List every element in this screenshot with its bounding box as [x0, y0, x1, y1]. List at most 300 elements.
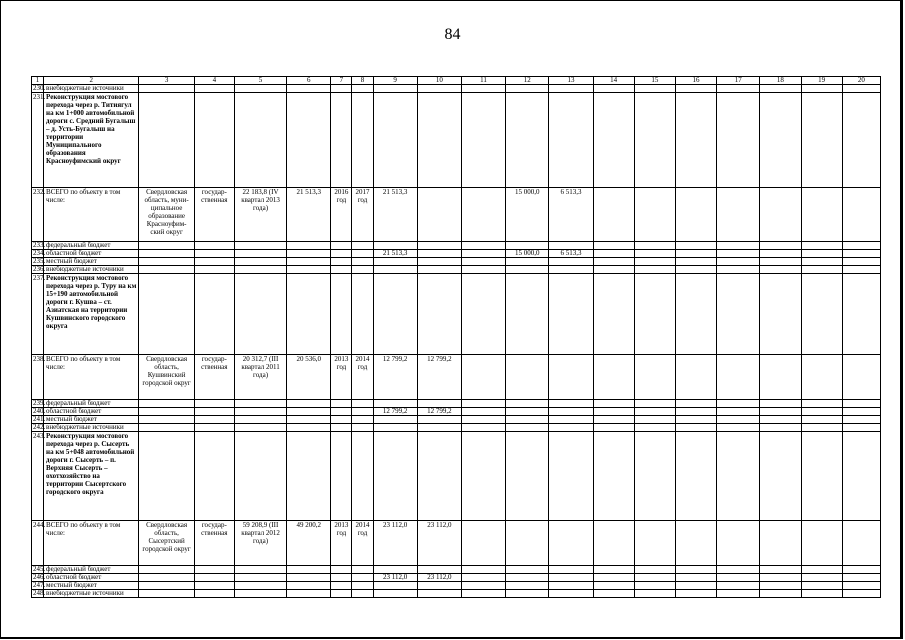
cell-col-8 — [352, 432, 373, 521]
cell-col-20 — [842, 424, 880, 432]
cell-col-14 — [593, 93, 634, 188]
cell-col-12: 15 000,0 — [506, 188, 549, 242]
cell-col-11 — [461, 266, 505, 274]
column-number: 4 — [194, 77, 234, 85]
cell-col-17 — [717, 258, 760, 266]
cell-col-19 — [801, 258, 842, 266]
cell-col-17 — [717, 582, 760, 590]
column-number: 20 — [842, 77, 880, 85]
cell-col-16 — [675, 408, 716, 416]
cell-col-20 — [842, 574, 880, 582]
cell-col-17 — [717, 274, 760, 355]
cell-col-10 — [417, 266, 461, 274]
row-number: 234. — [33, 249, 46, 257]
cell-col-14 — [593, 424, 634, 432]
row-title: внебюджетные источники — [44, 424, 139, 432]
cell-col-18 — [760, 416, 801, 424]
cell-col-17 — [717, 416, 760, 424]
cell-col-3 — [139, 266, 194, 274]
cell-col-16 — [675, 400, 716, 408]
cell-col-14 — [593, 574, 634, 582]
cell-col-19 — [801, 250, 842, 258]
cell-col-15 — [634, 574, 675, 582]
column-number: 5 — [234, 77, 286, 85]
cell-col-10 — [417, 582, 461, 590]
row-number: 241. — [33, 415, 46, 423]
cell-col-6 — [287, 424, 331, 432]
cell-col-12 — [506, 432, 549, 521]
cell-col-19 — [801, 355, 842, 400]
cell-col-4: государ-ственная — [194, 188, 234, 242]
cell-col-19 — [801, 590, 842, 598]
cell-col-4 — [194, 408, 234, 416]
column-number: 2 — [44, 77, 139, 85]
cell-col-17 — [717, 566, 760, 574]
cell-col-16 — [675, 416, 716, 424]
table-row — [32, 416, 881, 424]
cell-col-16 — [675, 355, 716, 400]
cell-col-8 — [352, 424, 373, 432]
cell-col-13 — [549, 400, 593, 408]
row-number: 238. — [32, 355, 44, 400]
cell-col-3 — [139, 242, 194, 250]
cell-col-3 — [139, 590, 194, 598]
cell-col-16 — [675, 242, 716, 250]
cell-col-19 — [801, 266, 842, 274]
cell-col-17 — [717, 85, 760, 93]
cell-col-16 — [675, 250, 716, 258]
cell-col-6 — [287, 582, 331, 590]
row-title: внебюджетные источники — [44, 85, 139, 93]
cell-col-8: 2014 год — [352, 521, 373, 566]
cell-col-15 — [634, 416, 675, 424]
cell-col-14 — [593, 250, 634, 258]
cell-col-12 — [506, 85, 549, 93]
cell-col-11 — [461, 93, 505, 188]
cell-col-17 — [717, 188, 760, 242]
cell-col-19 — [801, 416, 842, 424]
cell-col-10 — [417, 242, 461, 250]
cell-col-12 — [506, 574, 549, 582]
cell-col-13 — [549, 93, 593, 188]
cell-col-3 — [139, 258, 194, 266]
cell-col-6 — [287, 250, 331, 258]
cell-col-10 — [417, 416, 461, 424]
cell-col-18 — [760, 566, 801, 574]
row-number: 245. — [33, 565, 46, 573]
cell-col-11 — [461, 590, 505, 598]
cell-col-19 — [801, 93, 842, 188]
cell-col-8 — [352, 266, 373, 274]
cell-col-4 — [194, 574, 234, 582]
cell-col-8 — [352, 93, 373, 188]
cell-col-4 — [194, 266, 234, 274]
cell-col-3 — [139, 574, 194, 582]
cell-col-18 — [760, 274, 801, 355]
cell-col-14 — [593, 258, 634, 266]
cell-col-16 — [675, 590, 716, 598]
cell-col-5 — [234, 274, 286, 355]
cell-col-18 — [760, 432, 801, 521]
cell-col-14 — [593, 188, 634, 242]
cell-col-20 — [842, 566, 880, 574]
cell-col-8 — [352, 416, 373, 424]
cell-col-8 — [352, 582, 373, 590]
cell-col-18 — [760, 93, 801, 188]
cell-col-4: государ-ственная — [194, 521, 234, 566]
cell-col-11 — [461, 258, 505, 266]
cell-col-13: 6 513,3 — [549, 250, 593, 258]
cell-col-5 — [234, 424, 286, 432]
cell-col-11 — [461, 582, 505, 590]
cell-col-15 — [634, 266, 675, 274]
cell-col-8 — [352, 400, 373, 408]
cell-col-17 — [717, 242, 760, 250]
cell-col-17 — [717, 424, 760, 432]
cell-col-6 — [287, 266, 331, 274]
cell-col-6 — [287, 85, 331, 93]
cell-col-4 — [194, 566, 234, 574]
cell-col-19 — [801, 582, 842, 590]
cell-col-4 — [194, 582, 234, 590]
row-title: областной бюджет — [44, 574, 139, 582]
cell-col-12 — [506, 274, 549, 355]
page-number: 84 — [444, 26, 461, 43]
column-number: 18 — [760, 77, 801, 85]
cell-col-3 — [139, 274, 194, 355]
cell-col-20 — [842, 582, 880, 590]
cell-col-10: 23 112,0 — [417, 574, 461, 582]
cell-col-16 — [675, 521, 716, 566]
column-number: 19 — [801, 77, 842, 85]
column-number: 8 — [352, 77, 373, 85]
row-title: Реконструкция мостового перехода через р. Титиягул на км 1+000 автомобильной дороги с. Средний Бугалыш – д. Усть-Бугалыш на территории Муниципального образования Красноуфимский округ — [44, 93, 139, 188]
cell-col-15 — [634, 582, 675, 590]
cell-col-12 — [506, 566, 549, 574]
cell-col-9: 12 799,2 — [373, 355, 417, 400]
cell-col-18 — [760, 188, 801, 242]
cell-col-12 — [506, 266, 549, 274]
cell-col-7 — [331, 574, 352, 582]
row-title: федеральный бюджет — [44, 400, 139, 408]
cell-col-3 — [139, 582, 194, 590]
column-number: 3 — [139, 77, 194, 85]
cell-col-18 — [760, 242, 801, 250]
cell-col-14 — [593, 242, 634, 250]
cell-col-19 — [801, 408, 842, 416]
table-row — [32, 258, 881, 266]
cell-col-17 — [717, 432, 760, 521]
cell-col-13 — [549, 566, 593, 574]
cell-col-6 — [287, 574, 331, 582]
cell-col-20 — [842, 250, 880, 258]
cell-col-3: Свердловская область, муни-ципальное образование Красноуфим-ский округ — [139, 188, 194, 242]
row-title: федеральный бюджет — [44, 242, 139, 250]
cell-col-18 — [760, 250, 801, 258]
cell-col-13 — [549, 582, 593, 590]
column-number: 16 — [675, 77, 716, 85]
cell-col-14 — [593, 566, 634, 574]
cell-col-10: 23 112,0 — [417, 521, 461, 566]
cell-col-12 — [506, 408, 549, 416]
cell-col-15 — [634, 242, 675, 250]
cell-col-20 — [842, 400, 880, 408]
row-number: 240. — [33, 407, 46, 415]
column-number: 12 — [506, 77, 549, 85]
cell-col-20 — [842, 266, 880, 274]
cell-col-14 — [593, 590, 634, 598]
cell-col-6: 20 536,0 — [287, 355, 331, 400]
program-table — [31, 76, 881, 598]
cell-col-11 — [461, 408, 505, 416]
cell-col-8: 2014 год — [352, 355, 373, 400]
cell-col-18 — [760, 590, 801, 598]
cell-col-3 — [139, 416, 194, 424]
cell-col-9 — [373, 266, 417, 274]
cell-col-3 — [139, 85, 194, 93]
cell-col-19 — [801, 521, 842, 566]
cell-col-14 — [593, 400, 634, 408]
row-title: ВСЕГО по объекту в том числе: — [44, 188, 139, 242]
cell-col-14 — [593, 408, 634, 416]
cell-col-8 — [352, 274, 373, 355]
cell-col-17 — [717, 93, 760, 188]
cell-col-17 — [717, 400, 760, 408]
cell-col-18 — [760, 582, 801, 590]
cell-col-4 — [194, 274, 234, 355]
cell-col-16 — [675, 274, 716, 355]
row-title: местный бюджет — [44, 416, 139, 424]
cell-col-18 — [760, 266, 801, 274]
table-row — [32, 85, 881, 93]
cell-col-19 — [801, 274, 842, 355]
cell-col-5: 22 183,8 (IV квартал 2013 года) — [234, 188, 286, 242]
cell-col-5 — [234, 258, 286, 266]
table-row — [32, 242, 881, 250]
cell-col-14 — [593, 85, 634, 93]
cell-col-6 — [287, 93, 331, 188]
row-title: федеральный бюджет — [44, 566, 139, 574]
cell-col-17 — [717, 408, 760, 416]
cell-col-3 — [139, 93, 194, 188]
column-number: 17 — [717, 77, 760, 85]
cell-col-7 — [331, 408, 352, 416]
cell-col-10 — [417, 274, 461, 355]
cell-col-7 — [331, 400, 352, 408]
cell-col-10 — [417, 590, 461, 598]
cell-col-5: 20 312,7 (III квартал 2011 года) — [234, 355, 286, 400]
cell-col-14 — [593, 266, 634, 274]
cell-col-20 — [842, 432, 880, 521]
cell-col-20 — [842, 188, 880, 242]
cell-col-13 — [549, 416, 593, 424]
cell-col-12 — [506, 400, 549, 408]
table-row — [32, 274, 881, 355]
cell-col-20 — [842, 242, 880, 250]
table-row — [32, 408, 881, 416]
cell-col-11 — [461, 424, 505, 432]
row-number: 242. — [33, 423, 46, 431]
row-number: 246. — [33, 573, 46, 581]
cell-col-13 — [549, 408, 593, 416]
row-number: 231. — [32, 93, 44, 188]
cell-col-11 — [461, 416, 505, 424]
cell-col-11 — [461, 250, 505, 258]
cell-col-13 — [549, 424, 593, 432]
cell-col-18 — [760, 574, 801, 582]
table-row — [32, 566, 881, 574]
row-number: 230. — [33, 84, 46, 92]
cell-col-10 — [417, 432, 461, 521]
cell-col-14 — [593, 416, 634, 424]
cell-col-8 — [352, 566, 373, 574]
cell-col-5 — [234, 266, 286, 274]
cell-col-5 — [234, 432, 286, 521]
cell-col-9 — [373, 590, 417, 598]
cell-col-7 — [331, 242, 352, 250]
row-title: внебюджетные источники — [44, 590, 139, 598]
row-number: 233. — [33, 241, 46, 249]
cell-col-15 — [634, 85, 675, 93]
table-row — [32, 521, 881, 566]
cell-col-6 — [287, 242, 331, 250]
cell-col-16 — [675, 424, 716, 432]
column-number: 13 — [549, 77, 593, 85]
cell-col-18 — [760, 85, 801, 93]
cell-col-13 — [549, 266, 593, 274]
cell-col-8 — [352, 258, 373, 266]
cell-col-5 — [234, 93, 286, 188]
column-number: 7 — [331, 77, 352, 85]
cell-col-9 — [373, 416, 417, 424]
cell-col-6: 21 513,3 — [287, 188, 331, 242]
cell-col-14 — [593, 355, 634, 400]
cell-col-4: государ-ственная — [194, 355, 234, 400]
cell-col-16 — [675, 574, 716, 582]
cell-col-9 — [373, 582, 417, 590]
cell-col-7: 2016 год — [331, 188, 352, 242]
cell-col-7 — [331, 93, 352, 188]
cell-col-12 — [506, 355, 549, 400]
table-row — [32, 250, 881, 258]
cell-col-15 — [634, 188, 675, 242]
row-number: 235. — [33, 257, 46, 265]
cell-col-6 — [287, 566, 331, 574]
row-title: областной бюджет — [44, 250, 139, 258]
cell-col-5 — [234, 242, 286, 250]
cell-col-17 — [717, 355, 760, 400]
cell-col-6 — [287, 408, 331, 416]
cell-col-19 — [801, 85, 842, 93]
cell-col-4 — [194, 242, 234, 250]
cell-col-11 — [461, 400, 505, 408]
table-row — [32, 424, 881, 432]
cell-col-8 — [352, 242, 373, 250]
cell-col-11 — [461, 242, 505, 250]
cell-col-5 — [234, 416, 286, 424]
cell-col-7 — [331, 416, 352, 424]
cell-col-17 — [717, 574, 760, 582]
cell-col-5 — [234, 582, 286, 590]
cell-col-6 — [287, 432, 331, 521]
cell-col-4 — [194, 258, 234, 266]
cell-col-7 — [331, 274, 352, 355]
column-number: 14 — [593, 77, 634, 85]
cell-col-11 — [461, 355, 505, 400]
cell-col-7 — [331, 432, 352, 521]
cell-col-18 — [760, 258, 801, 266]
cell-col-4 — [194, 424, 234, 432]
cell-col-5 — [234, 574, 286, 582]
cell-col-17 — [717, 521, 760, 566]
cell-col-9 — [373, 432, 417, 521]
cell-col-12 — [506, 590, 549, 598]
row-number: 239. — [33, 399, 46, 407]
cell-col-13 — [549, 355, 593, 400]
cell-col-6 — [287, 416, 331, 424]
cell-col-3 — [139, 408, 194, 416]
cell-col-20 — [842, 85, 880, 93]
cell-col-8 — [352, 590, 373, 598]
cell-col-15 — [634, 566, 675, 574]
cell-col-3 — [139, 400, 194, 408]
row-title: внебюджетные источники — [44, 266, 139, 274]
table-row — [32, 188, 881, 242]
cell-col-11 — [461, 432, 505, 521]
cell-col-16 — [675, 566, 716, 574]
cell-col-19 — [801, 188, 842, 242]
cell-col-18 — [760, 424, 801, 432]
cell-col-16 — [675, 85, 716, 93]
cell-col-4 — [194, 400, 234, 408]
table-row — [32, 432, 881, 521]
table-row — [32, 355, 881, 400]
cell-col-10 — [417, 250, 461, 258]
cell-col-7 — [331, 590, 352, 598]
table-row — [32, 266, 881, 274]
table-row — [32, 582, 881, 590]
cell-col-20 — [842, 93, 880, 188]
cell-col-19 — [801, 574, 842, 582]
cell-col-5 — [234, 590, 286, 598]
cell-col-10: 12 799,2 — [417, 408, 461, 416]
cell-col-6: 49 200,2 — [287, 521, 331, 566]
cell-col-16 — [675, 93, 716, 188]
cell-col-15 — [634, 355, 675, 400]
cell-col-15 — [634, 424, 675, 432]
cell-col-9: 21 513,3 — [373, 188, 417, 242]
cell-col-9 — [373, 274, 417, 355]
row-number: 236. — [33, 265, 46, 273]
cell-col-14 — [593, 582, 634, 590]
column-number: 9 — [373, 77, 417, 85]
cell-col-8 — [352, 408, 373, 416]
cell-col-5 — [234, 85, 286, 93]
cell-col-4 — [194, 85, 234, 93]
cell-col-6 — [287, 590, 331, 598]
cell-col-17 — [717, 590, 760, 598]
cell-col-19 — [801, 242, 842, 250]
row-title: областной бюджет — [44, 408, 139, 416]
cell-col-4 — [194, 250, 234, 258]
cell-col-16 — [675, 258, 716, 266]
column-number: 10 — [417, 77, 461, 85]
cell-col-10: 12 799,2 — [417, 355, 461, 400]
cell-col-13 — [549, 521, 593, 566]
cell-col-10 — [417, 424, 461, 432]
cell-col-18 — [760, 400, 801, 408]
cell-col-3: Свердловская область, Кушвинский городской округ — [139, 355, 194, 400]
